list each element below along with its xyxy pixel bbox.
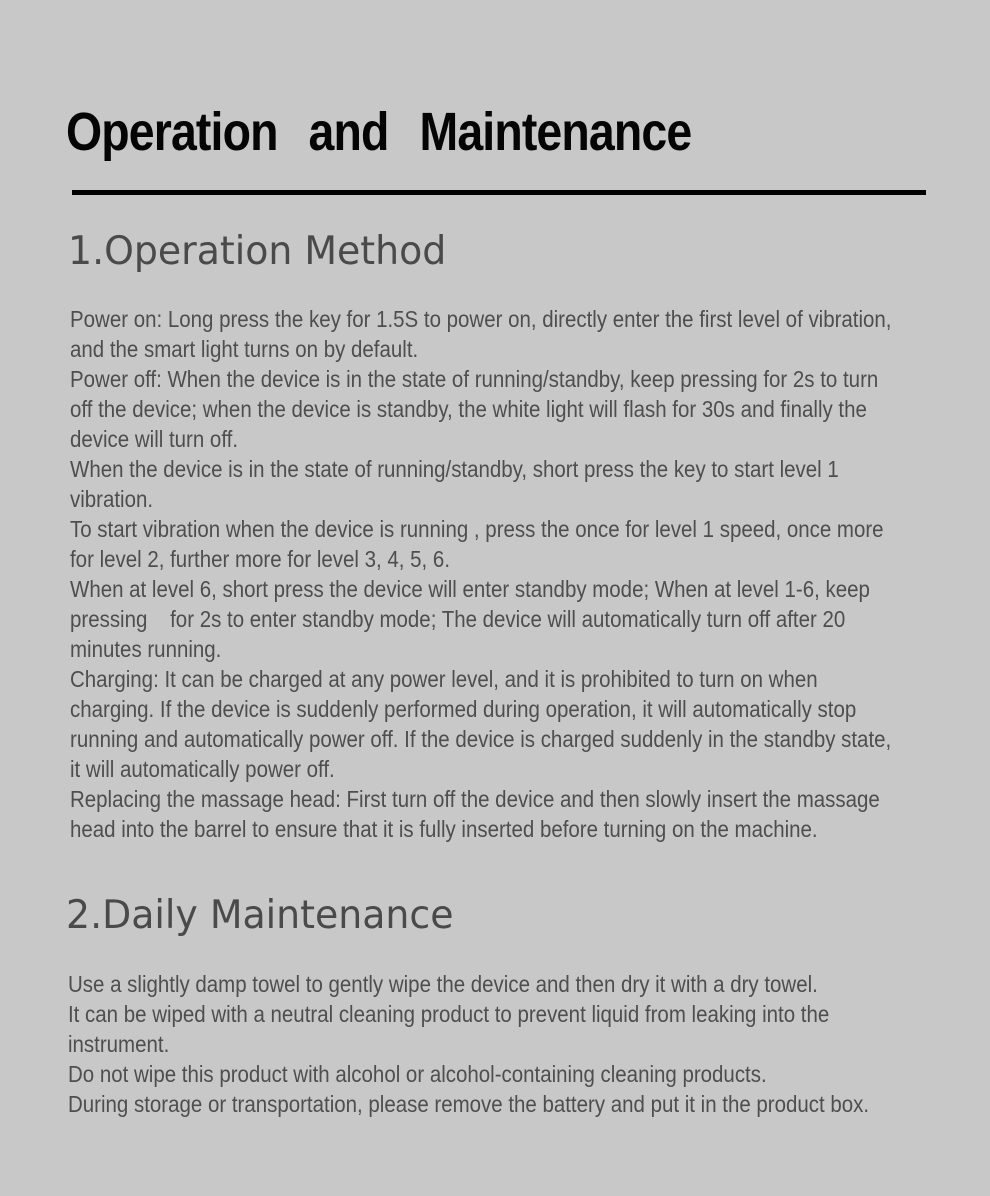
text-line: Charging: It can be charged at any power level, and it is prohibited to turn on when: [70, 666, 818, 692]
text-line: To start vibration when the device is running , press the once for level 1 speed, once more: [70, 516, 884, 542]
text-line: Power off: When the device is in the state of running/standby, keep pressing for 2s to turn: [70, 366, 879, 392]
text-line: and the smart light turns on by default.: [70, 336, 419, 362]
text-line: charging. If the device is suddenly performed during operation, it will automatically stop: [70, 696, 857, 722]
text-line: It can be wiped with a neutral cleaning product to prevent liquid from leaking into the: [68, 1001, 830, 1027]
text-line: Use a slightly damp towel to gently wipe the device and then dry it with a dry towel.: [68, 971, 818, 997]
text-line: head into the barrel to ensure that it is fully inserted before turning on the machine.: [70, 816, 818, 842]
text-line: device will turn off.: [70, 426, 239, 452]
text-line: running and automatically power off. If the device is charged suddenly in the standby state,: [70, 726, 892, 752]
text-line: vibration.: [70, 486, 154, 512]
section-heading-operation-method: 1.Operation Method: [68, 229, 447, 274]
text-line: instrument.: [68, 1031, 170, 1057]
page-title: Operation and Maintenance: [66, 102, 692, 162]
text-line: Do not wipe this product with alcohol or alcohol-containing cleaning products.: [68, 1061, 767, 1087]
title-divider: [72, 190, 926, 195]
text-line: When at level 6, short press the device will enter standby mode; When at level 1-6, keep: [70, 576, 870, 602]
text-line: minutes running.: [70, 636, 222, 662]
text-line: pressing for 2s to enter standby mode; The device will automatically turn off after 20: [70, 606, 846, 632]
text-line: When the device is in the state of running/standby, short press the key to start level 1: [70, 456, 839, 482]
text-line: Power on: Long press the key for 1.5S to power on, directly enter the first level of vibration,: [70, 306, 892, 332]
text-line: for level 2, further more for level 3, 4, 5, 6.: [70, 546, 451, 572]
section-heading-daily-maintenance: 2.Daily Maintenance: [66, 893, 454, 938]
operation-method-text: [70, 304, 933, 844]
text-line: During storage or transportation, please remove the battery and put it in the product box.: [68, 1091, 870, 1117]
text-line: Replacing the massage head: First turn off the device and then slowly insert the massage: [70, 786, 880, 812]
daily-maintenance-text: [68, 969, 931, 1119]
text-line: it will automatically power off.: [70, 756, 335, 782]
text-line: off the device; when the device is standby, the white light will flash for 30s and finally the: [70, 396, 867, 422]
